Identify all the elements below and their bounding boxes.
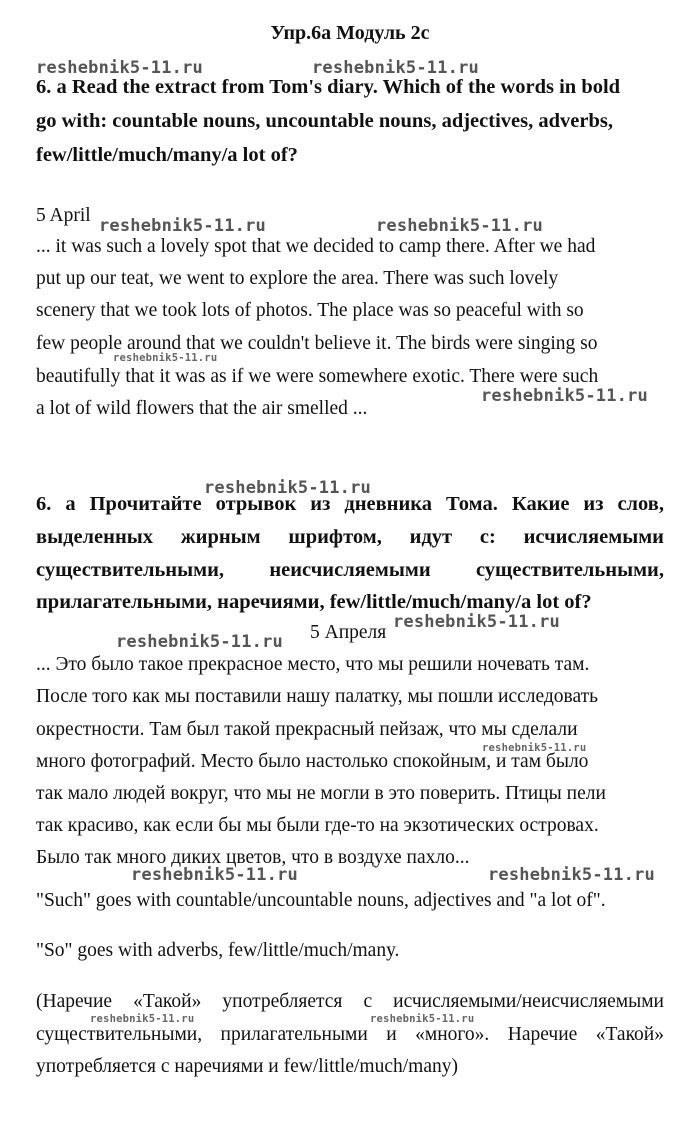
- task-en-line: 6. a Read the extract from Tom's diary. Which of the words in bold: [36, 76, 621, 98]
- watermark: reshebnik5-11.ru: [131, 865, 298, 885]
- diary-ru-line: так красиво, как если бы мы были где-то на экзотических островах.: [36, 815, 599, 836]
- watermark: reshebnik5-11.ru: [370, 1013, 475, 1025]
- diary-ru-line: ... Это было такое прекрасное место, что мы решили ночевать там.: [36, 654, 590, 675]
- diary-en-line: few people around that we couldn't believe it. The birds were singing so: [36, 333, 598, 354]
- task-en-line: go with: countable nouns, uncountable nouns, adjectives, adverbs,: [36, 110, 613, 132]
- diary-en-line: put up our teat, we went to explore the area. There was such lovely: [36, 268, 559, 289]
- page-title: Упр.6а Модуль 2с: [270, 22, 430, 44]
- task-en-line: few/little/much/many/a lot of?: [36, 144, 298, 166]
- answer-ru-line: (Наречие «Такой» употребляется с исчисляемыми/неисчисляемыми: [36, 991, 664, 1012]
- watermark: reshebnik5-11.ru: [99, 216, 266, 236]
- watermark: reshebnik5-11.ru: [488, 865, 655, 885]
- diary-ru-line: Было так много диких цветов, что в воздухе пахло...: [36, 847, 470, 868]
- task-ru-line: прилагательными, наречиями, few/little/much/many/a lot of?: [36, 591, 592, 613]
- watermark: reshebnik5-11.ru: [204, 478, 371, 498]
- diary-ru-date: 5 Апреля: [310, 622, 387, 643]
- watermark: reshebnik5-11.ru: [481, 386, 648, 406]
- watermark: reshebnik5-11.ru: [113, 352, 218, 364]
- answer-ru-line: существительными, прилагательными и «много». Наречие «Такой»: [36, 1024, 664, 1045]
- task-ru-line: выделенных жирным шрифтом, идут с: исчисляемыми: [36, 526, 664, 548]
- watermark: reshebnik5-11.ru: [36, 58, 203, 78]
- watermark: reshebnik5-11.ru: [312, 58, 479, 78]
- watermark: reshebnik5-11.ru: [116, 632, 283, 652]
- diary-ru-line: много фотографий. Место было настолько спокойным, и там было: [36, 751, 589, 772]
- answer-ru-line: употребляется с наречиями и few/little/much/many): [36, 1056, 458, 1077]
- task-ru-line: существительными, неисчисляемыми существительными,: [36, 559, 664, 581]
- watermark: reshebnik5-11.ru: [90, 1013, 195, 1025]
- diary-en-line: ... it was such a lovely spot that we decided to camp there. After we had: [36, 236, 596, 257]
- answer-such: "Such" goes with countable/uncountable nouns, adjectives and "a lot of".: [36, 890, 606, 911]
- diary-en-date: 5 April: [36, 205, 91, 226]
- diary-ru-line: окрестности. Там был такой прекрасный пейзаж, что мы сделали: [36, 719, 578, 740]
- diary-en-line: beautifully that it was as if we were somewhere exotic. There were such: [36, 366, 599, 387]
- watermark: reshebnik5-11.ru: [376, 216, 543, 236]
- diary-en-line: a lot of wild flowers that the air smelled ...: [36, 398, 368, 419]
- watermark: reshebnik5-11.ru: [393, 612, 560, 632]
- diary-ru-line: После того как мы поставили нашу палатку, мы пошли исследовать: [36, 686, 599, 707]
- answer-so: "So" goes with adverbs, few/little/much/many.: [36, 940, 400, 961]
- diary-en-line: scenery that we took lots of photos. The place was so peaceful with so: [36, 300, 584, 321]
- watermark: reshebnik5-11.ru: [482, 742, 587, 754]
- task-ru-line: 6. а Прочитайте отрывок из дневника Тома. Какие из слов,: [36, 493, 664, 515]
- diary-ru-line: так мало людей вокруг, что мы не могли в это поверить. Птицы пели: [36, 783, 606, 804]
